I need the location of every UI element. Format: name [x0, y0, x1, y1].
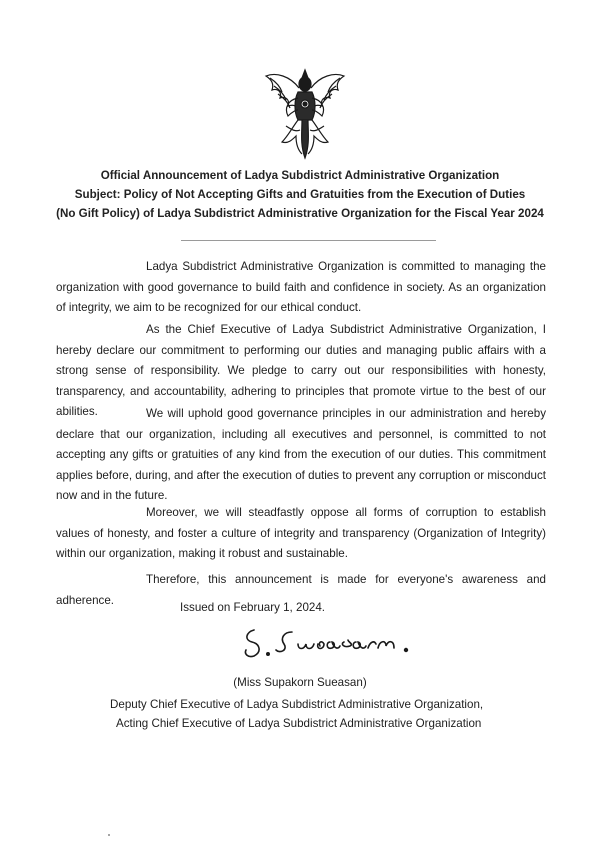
signatory-position-2: Acting Chief Executive of Ladya Subdistrict Administrative Organization: [116, 717, 482, 730]
announcement-title: Official Announcement of Ladya Subdistrict Administrative Organization: [100, 169, 500, 182]
announcement-subject: Subject: Policy of Not Accepting Gifts and Gratuities from the Execution of Duties: [74, 188, 526, 201]
divider: [181, 240, 436, 241]
signatory-position-1: Deputy Chief Executive of Ladya Subdistrict Administrative Organization,: [110, 698, 484, 711]
paragraph-3: We will uphold good governance principles in our administration and hereby declare that our organization, including all executives and personnel, is committed to not accepting any gifts or gratuities of any kind from the execution of our duties. This commitment applies before, during, and after the execution of duties to prevent any corruption or misconduct now and in the future.: [56, 407, 546, 502]
signatory-name: (Miss Supakorn Sueasan): [233, 676, 367, 689]
paragraph-2: As the Chief Executive of Ladya Subdistrict Administrative Organization, I hereby declare our commitment to performing our duties and managing public affairs with a strong sense of responsibility. We pledge to carry out our responsibilities with honesty, transparency, and accountability, adhering to principles that promote virtue to the best of our abilities.: [56, 323, 546, 418]
announcement-subject-continued: (No Gift Policy) of Ladya Subdistrict Administrative Organization for the Fiscal Year 2024: [56, 207, 544, 220]
paragraph-4: Moreover, we will steadfastly oppose all forms of corruption to establish values of honesty, and foster a culture of integrity and transparency (Organization of Integrity) within our organization, making it robust and sustainable.: [56, 506, 546, 560]
handwritten-signature: [240, 620, 425, 664]
issued-date: Issued on February 1, 2024.: [180, 601, 326, 614]
scan-speck: [108, 834, 110, 836]
garuda-emblem-icon: [262, 66, 348, 162]
paragraph-5: Therefore, this announcement is made for everyone's awareness and adherence.: [56, 573, 546, 607]
paragraph-1: Ladya Subdistrict Administrative Organization is committed to managing the organization with good governance to build faith and confidence in society. As an organization of integrity, we aim to be recognized for our ethical conduct.: [56, 260, 546, 314]
